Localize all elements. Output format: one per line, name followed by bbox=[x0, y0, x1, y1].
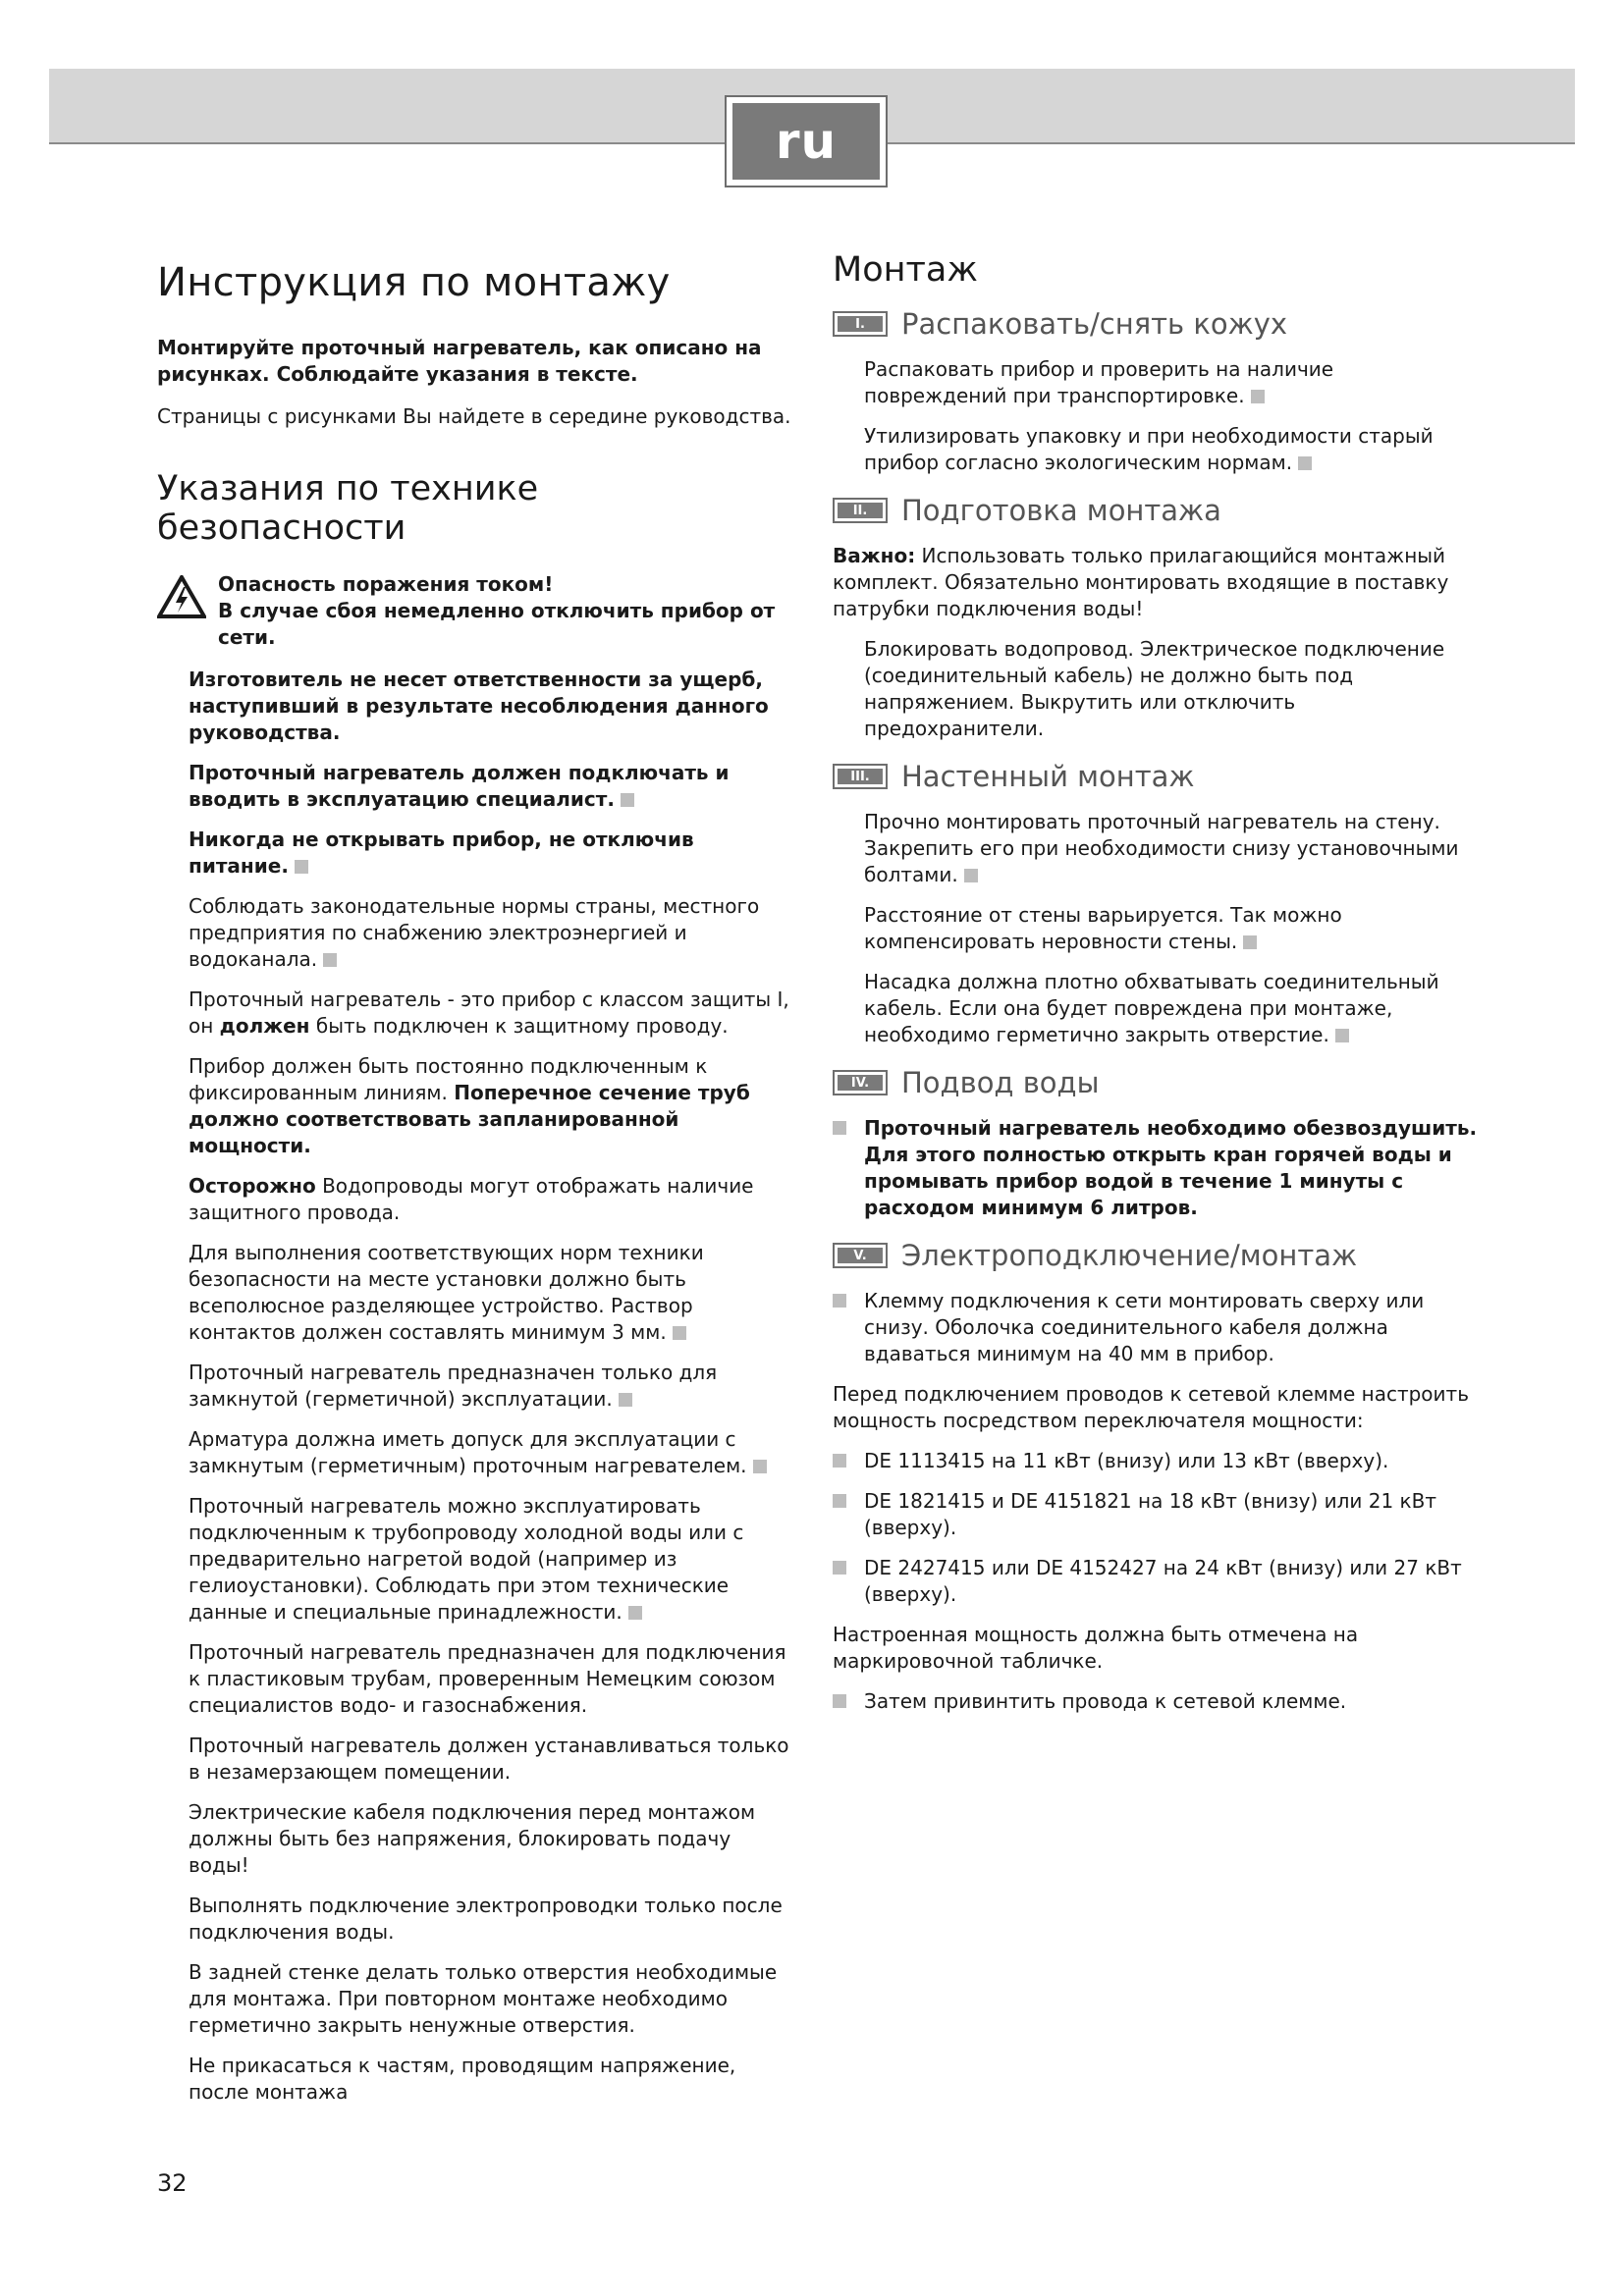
safety-para-2: Проточный нагреватель должен подключать и вводить в эксплуатацию специалист. bbox=[189, 761, 730, 811]
safety-para-3: Никогда не открывать прибор, не отключив питание. bbox=[189, 828, 694, 878]
step-number-box: I. bbox=[833, 311, 888, 337]
step-2-heading: II. Подготовка монтажа bbox=[833, 494, 1481, 527]
safety-para-6: Прибор должен быть постоянно подключенным к фиксированным линиям. Поперечное сечение труб должно соответствовать запланированной мощности. bbox=[189, 1054, 750, 1157]
warning-line1: Опасность поражения током! bbox=[218, 572, 554, 596]
safety-para-1: Изготовитель не несет ответственности за ущерб, наступивший в результате несоблюдения данного руководства. bbox=[189, 667, 769, 744]
bullet-marker bbox=[323, 953, 337, 967]
step5-para-3: Настроенная мощность должна быть отмечена на маркировочной табличке. bbox=[833, 1623, 1359, 1673]
warning-line2: В случае сбоя немедленно отключить прибор от сети. bbox=[218, 599, 776, 649]
bullet-marker bbox=[833, 1494, 846, 1508]
bullet-marker bbox=[621, 793, 634, 807]
safety-para-10: Арматура должна иметь допуск для эксплуатации с замкнутым (герметичным) проточным нагревателем. bbox=[157, 1426, 795, 1479]
step-number-box: II. bbox=[833, 498, 888, 523]
step3-para-3: Насадка должна плотно обхватывать соединительный кабель. Если она будет повреждена при монтаже, необходимо герметично закрыть отверстие. bbox=[864, 970, 1439, 1046]
intro-text: Страницы с рисунками Вы найдете в середине руководства. bbox=[157, 404, 791, 428]
safety-para-17: Не прикасаться к частям, проводящим напряжение, после монтажа bbox=[189, 2054, 736, 2104]
step-number-box: V. bbox=[833, 1243, 888, 1268]
safety-para-12: Проточный нагреватель предназначен для подключения к пластиковым трубам, проверенным Немецким союзом специалистов водо- и газоснабжения. bbox=[189, 1640, 786, 1717]
bullet-marker bbox=[1298, 456, 1312, 470]
step2-para-2: Блокировать водопровод. Электрическое подключение (соединительный кабель) не должно быть под напряжением. Выкрутить или отключить предохранители. bbox=[864, 637, 1445, 740]
bullet-marker bbox=[628, 1606, 642, 1620]
warning-block bbox=[157, 571, 795, 651]
step-3-heading: III. Настенный монтаж bbox=[833, 760, 1481, 793]
safety-para-13: Проточный нагреватель должен устанавливаться только в незамерзающем помещении. bbox=[189, 1734, 789, 1784]
step-5-heading: V. Электроподключение/монтаж bbox=[833, 1239, 1481, 1272]
step5-para-2: Перед подключением проводов к сетевой клемме настроить мощность посредством переключателя мощности: bbox=[833, 1382, 1469, 1432]
bullet-marker bbox=[833, 1694, 846, 1708]
safety-para-16: В задней стенке делать только отверстия необходимые для монтажа. При повторном монтаже необходимо герметично закрыть ненужные отверстия. bbox=[189, 1960, 778, 2037]
bullet-marker bbox=[833, 1121, 846, 1135]
bullet-marker bbox=[964, 869, 978, 882]
bullet-marker bbox=[833, 1454, 846, 1468]
safety-title: Указания по технике безопасности bbox=[157, 469, 539, 548]
step5-para-1: Клемму подключения к сети монтировать сверху или снизу. Оболочка соединительного кабеля должна вдаваться минимум на 40 мм в прибор. bbox=[833, 1288, 1481, 1367]
safety-para-9: Проточный нагреватель предназначен только для замкнутой (герметичной) эксплуатации. bbox=[189, 1361, 718, 1411]
warning-icon bbox=[157, 575, 206, 618]
step3-para-2: Расстояние от стены варьируется. Так можно компенсировать неровности стены. bbox=[864, 903, 1342, 953]
step4-para-1: Проточный нагреватель необходимо обезвоздушить. Для этого полностью открыть кран горячей воды и промывать прибор водой в течение 1 минуты с расходом минимум 6 литров. bbox=[833, 1115, 1481, 1221]
language-badge bbox=[725, 95, 888, 187]
safety-para-14: Электрические кабеля подключения перед монтажом должны быть без напряжения, блокировать подачу воды! bbox=[189, 1800, 756, 1877]
language-code: ru bbox=[732, 103, 880, 180]
step1-para-2: Утилизировать упаковку и при необходимости старый прибор согласно экологическим нормам. bbox=[864, 424, 1434, 474]
right-column bbox=[833, 250, 1481, 1729]
page-number: 32 bbox=[157, 2169, 188, 2197]
step-4-heading: IV. Подвод воды bbox=[833, 1066, 1481, 1099]
step-1-heading: I. Распаковать/снять кожух bbox=[833, 307, 1481, 341]
left-column bbox=[157, 250, 795, 2119]
bullet-marker bbox=[1335, 1029, 1349, 1042]
mounting-title: Монтаж bbox=[833, 250, 978, 290]
safety-para-11: Проточный нагреватель можно эксплуатировать подключенным к трубопроводу холодной воды или с предварительно нагретой водой (например из гелиоустановки). Соблюдать при этом технические данные и специальные принадлежности. bbox=[189, 1494, 744, 1624]
intro-bold: Монтируйте проточный нагреватель, как описано на рисунках. Соблюдайте указания в тексте. bbox=[157, 336, 762, 386]
step-number-box: III. bbox=[833, 764, 888, 789]
safety-para-4: Соблюдать законодательные нормы страны, местного предприятия по снабжению электроэнергией и водоканала. bbox=[189, 894, 760, 971]
bullet-marker bbox=[619, 1393, 632, 1407]
step1-para-1: Распаковать прибор и проверить на наличие повреждений при транспортировке. bbox=[864, 357, 1334, 407]
step3-para-1: Прочно монтировать проточный нагреватель на стену. Закрепить его при необходимости снизу установочными болтами. bbox=[864, 810, 1459, 886]
bullet-marker bbox=[295, 860, 308, 874]
step5-bullet-2: DE 1821415 и DE 4151821 на 18 кВт (внизу) или 21 кВт (вверху). bbox=[833, 1488, 1481, 1541]
step5-bullet-1: DE 1113415 на 11 кВт (внизу) или 13 кВт (вверху). bbox=[833, 1448, 1481, 1474]
safety-para-8: Для выполнения соответствующих норм техники безопасности на месте установки должно быть всеполюсное разделяющее устройство. Раствор контактов должен составлять минимум 3 мм. bbox=[189, 1241, 704, 1344]
bullet-marker bbox=[833, 1294, 846, 1308]
bullet-marker bbox=[833, 1561, 846, 1575]
safety-para-7: Осторожно Водопроводы могут отображать наличие защитного провода. bbox=[189, 1174, 754, 1224]
safety-para-15: Выполнять подключение электропроводки только после подключения воды. bbox=[189, 1894, 783, 1944]
step2-para-1: Важно: Использовать только прилагающийся монтажный комплект. Обязательно монтировать входящие в поставку патрубки подключения воды! bbox=[833, 544, 1449, 620]
step-number-box: IV. bbox=[833, 1070, 888, 1095]
safety-para-5: Проточный нагреватель - это прибор с классом защиты I, он должен быть подключен к защитному проводу. bbox=[189, 988, 789, 1038]
bullet-marker bbox=[753, 1460, 767, 1473]
bullet-marker bbox=[673, 1326, 686, 1340]
step5-para-4: Затем привинтить провода к сетевой клемме. bbox=[833, 1688, 1481, 1715]
step5-bullet-3: DE 2427415 или DE 4152427 на 24 кВт (внизу) или 27 кВт (вверху). bbox=[833, 1555, 1481, 1608]
page-title: Инструкция по монтажу bbox=[157, 260, 671, 305]
bullet-marker bbox=[1243, 935, 1257, 949]
bullet-marker bbox=[1251, 390, 1265, 403]
